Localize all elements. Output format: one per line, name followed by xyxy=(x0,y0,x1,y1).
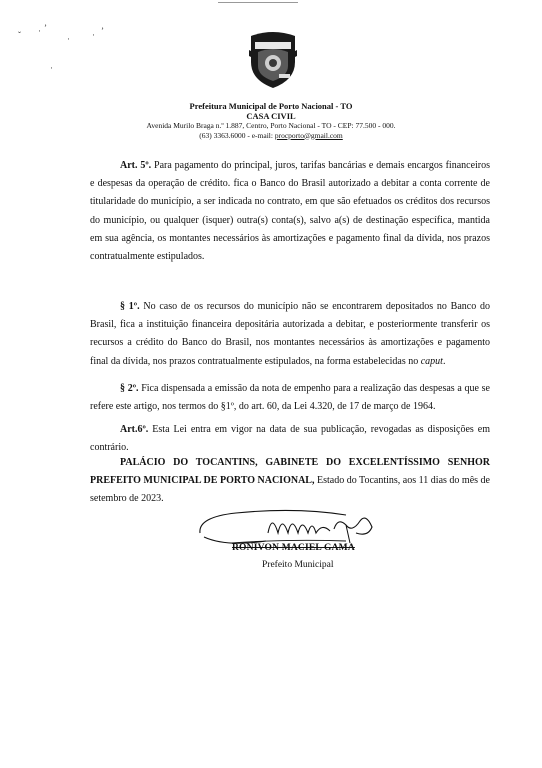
letterhead-contact xyxy=(0,131,542,141)
article-6-text: Esta Lei entra em vigor na data de sua publicação, revogadas as disposições em contrário. xyxy=(90,424,490,454)
closing-statement xyxy=(90,454,490,509)
article-5-text: Para pagamento do principal, juros, tarifas bancárias e demais encargos financeiros e despesas da operação de crédito. fica o Banco do Brasil autorizado a debitar a conta corrente de titularidade do município, a ser indicada no contrato, em que são efetuados os créditos dos recursos do município, ou qualquer (isquer) outra(s) conta(s), salvo a(s) de destinação específica, mantida em sua agência, os montantes necessários às amortizações e pagamento final da dívida, nos prazos contratualmente estipulados. xyxy=(90,160,491,263)
paragraph-2-label: § 2º. xyxy=(120,383,139,394)
letterhead-email[interactable]: procporto@gmail.com xyxy=(274,130,343,140)
letterhead-address: Avenida Murilo Braga n.º 1.887, Centro, Porto Nacional - TO - CEP: 77.500 - 000. xyxy=(146,121,396,130)
paragraph-1-end: . xyxy=(442,355,446,367)
paragraph-2-text: Fica dispensada a emissão da nota de empenho para a realização das despesas a que se refere este artigo, nos termos do §1º, do art. 60, da Lei 4.320, de 17 de março de 1964. xyxy=(90,383,490,413)
municipal-coat-of-arms xyxy=(247,30,299,90)
letterhead xyxy=(0,101,542,140)
article-6-label: Art.6º. xyxy=(120,424,149,435)
letterhead-phone: (63) 3363.6000 - e-mail: xyxy=(199,130,275,140)
article-5-label: Art. 5º. xyxy=(120,160,152,171)
paragraph-1-italic: caput xyxy=(420,355,443,367)
paragraph-1 xyxy=(90,298,490,371)
closing-caps: PALÁCIO DO TOCANTINS, GABINETE DO EXCELENTÍSSIMO SENHOR PREFEITO MUNICIPAL DE PORTO NACIONAL, xyxy=(90,457,490,487)
paragraph-1-text: No caso de os recursos do município não se encontrarem depositados no Banco do Brasil, fica a instituição financeira depositária autorizada a debitar, e posteriormente transferir os recursos a crédito do Banco do Brasil, nos montantes necessários às amortizações e pagamento final da dívida, nos prazos contratualmente estipulados, na forma estabelecidas no xyxy=(90,301,490,367)
paragraph-1-label: § 1º. xyxy=(120,301,140,312)
article-5 xyxy=(90,157,490,266)
signatory-title: Prefeito Municipal xyxy=(262,560,334,570)
signatory-name: RONIVON MACIEL GAMA xyxy=(232,543,355,553)
letterhead-dept: CASA CIVIL xyxy=(246,111,296,121)
closing-rest: Estado do Tocantins, aos 11 dias do mês de setembro de 2023. xyxy=(90,475,490,505)
scan-top-line xyxy=(218,2,298,3)
paragraph-2 xyxy=(90,380,490,416)
letterhead-org: Prefeitura Municipal de Porto Nacional - TO xyxy=(189,101,353,111)
article-6 xyxy=(90,421,490,457)
